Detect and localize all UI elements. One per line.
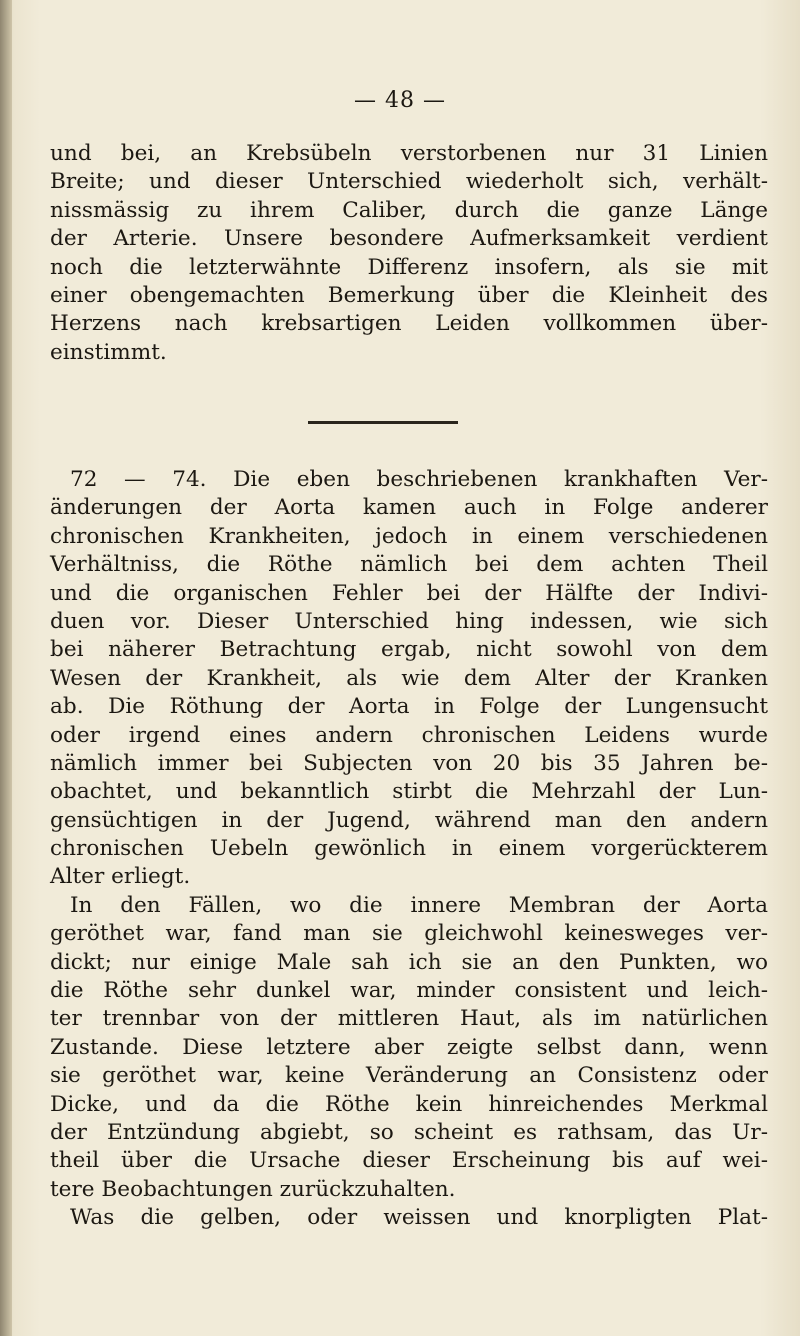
text-line: die Röthe sehr dunkel war, minder consistent und leich- [50, 978, 768, 1004]
section-72-74 [50, 466, 768, 1233]
text-line: Was die gelben, oder weissen und knorpligten Plat- [70, 1205, 768, 1231]
text-line: der Entzündung abgiebt, so scheint es rathsam, das Ur- [50, 1119, 768, 1145]
text-line: noch die letzterwähnte Differenz insofern, als sie mit [50, 254, 768, 280]
text-line: und die organischen Fehler bei der Hälfte der Indivi- [50, 580, 768, 606]
text-line: Verhältniss, die Röthe nämlich bei dem achten Theil [50, 552, 768, 578]
text-line: einer obengemachten Bemerkung über die Kleinheit des [50, 282, 768, 308]
text-line: einstimmt. [50, 339, 167, 365]
text-line: Alter erliegt. [50, 864, 191, 890]
text-line: Wesen der Krankheit, als wie dem Alter der Kranken [50, 665, 768, 691]
book-binding-edge [0, 0, 12, 1336]
text-line: obachtet, und bekanntlich stirbt die Mehrzahl der Lun- [50, 779, 768, 805]
text-line: tere Beobachtungen zurückzuhalten. [50, 1176, 456, 1202]
text-line: Breite; und dieser Unterschied wiederholt sich, verhält- [50, 169, 768, 195]
text-line: nämlich immer bei Subjecten von 20 bis 35 Jahren be- [50, 750, 768, 776]
text-line: und bei, an Krebsübeln verstorbenen nur 31 Linien [50, 141, 768, 166]
text-line: gensüchtigen in der Jugend, während man den andern [50, 807, 768, 833]
text-line: 72 — 74. Die eben beschriebenen krankhaften Ver- [70, 467, 768, 492]
text-line: In den Fällen, wo die innere Membran der Aorta [70, 892, 768, 918]
text-line: ter trennbar von der mittleren Haut, als im natürlichen [50, 1006, 768, 1032]
text-line: chronischen Krankheiten, jedoch in einem verschiedenen [50, 523, 768, 549]
text-line: Zustande. Diese letztere aber zeigte selbst dann, wenn [50, 1034, 768, 1060]
text-line: ab. Die Röthung der Aorta in Folge der Lungensucht [50, 694, 768, 720]
text-line: chronischen Uebeln gewönlich in einem vorgerückterem [50, 836, 768, 862]
page-number: — 48 — [354, 88, 446, 113]
text-line: geröthet war, fand man sie gleichwohl keinesweges ver- [50, 921, 768, 947]
section-divider [308, 421, 458, 424]
text-line: Dicke, und da die Röthe kein hinreichendes Merkmal [50, 1091, 768, 1117]
text-line: bei näherer Betrachtung ergab, nicht sowohl von dem [50, 637, 768, 663]
text-line: nissmässig zu ihrem Caliber, durch die ganze Länge [50, 197, 768, 223]
text-line: oder irgend eines andern chronischen Leidens wurde [50, 722, 768, 748]
text-line: sie geröthet war, keine Veränderung an Consistenz oder [50, 1063, 768, 1089]
text-line: duen vor. Dieser Unterschied hing indessen, wie sich [50, 608, 768, 634]
paragraph-1 [50, 140, 768, 367]
text-line: der Arterie. Unsere besondere Aufmerksamkeit verdient [50, 226, 768, 252]
text-line: theil über die Ursache dieser Erscheinung bis auf wei- [50, 1148, 768, 1174]
text-line: dickt; nur einige Male sah ich sie an den Punkten, wo [50, 949, 768, 975]
text-line: Herzens nach krebsartigen Leiden vollkommen über- [50, 311, 768, 337]
text-line: änderungen der Aorta kamen auch in Folge anderer [50, 495, 768, 521]
